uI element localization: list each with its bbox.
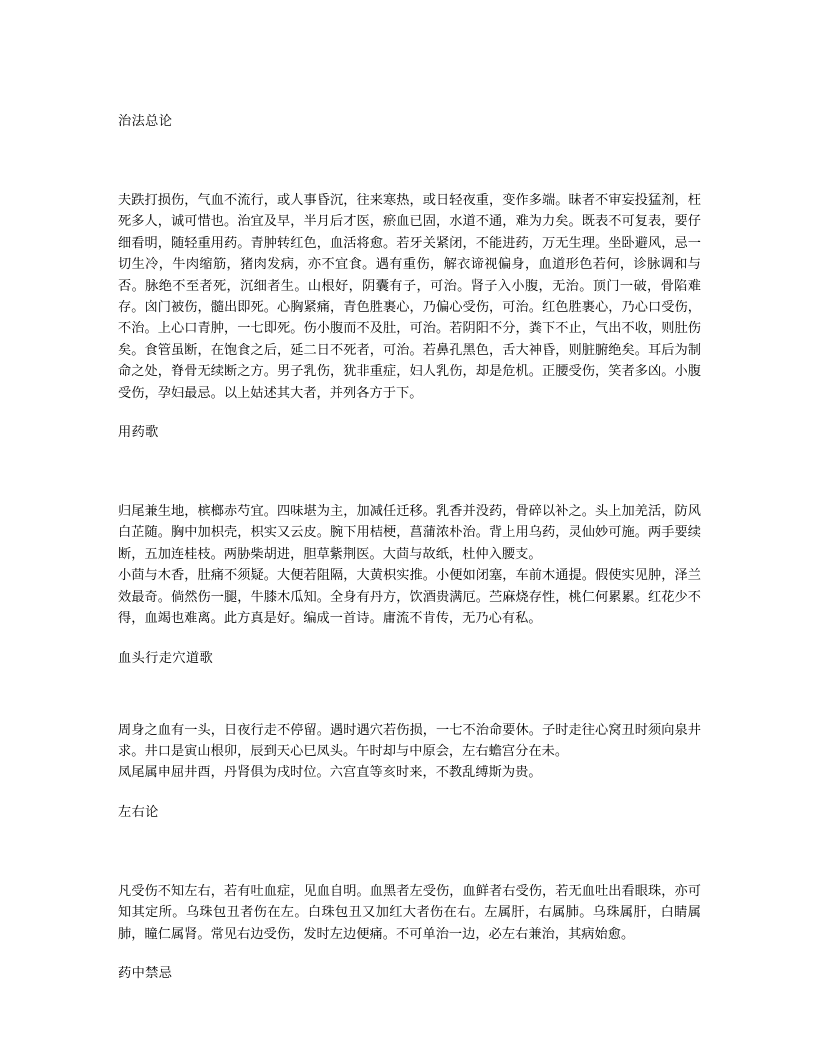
spacer: [118, 945, 701, 965]
spacer: [118, 404, 701, 424]
section-paragraph-zhifazonglun-1: 夫跌打损伤，气血不流行，或人事昏沉，往来寒热，或日轻夜重，变作多端。昧者不审妄投猛剂，枉死多人，诚可惜也。治宜及早，半月后才医，瘀血已固，水道不通，难为力矣。既表不可复表，要仔细看明，随轻重用药。青肿转红色，血活将愈。若牙关紧闭，不能进药，万无生理。坐卧避风，忌一切生冷，牛肉缩筋，猪肉发病，亦不宜食。遇有重伤，解衣谛视偏身，血道形色若何，诊脉调和与否。脉绝不至者死，沉细者生。山根好，阴囊有子，可治。肾子入小腹，无治。顶门一破，骨陷难存。囟门被伤，髓出即死。心胸紧痛，青色胜裹心，乃偏心受伤，可治。红色胜裹心，乃心口受伤，不治。上心口青肿，一七即死。伤小腹而不及肚，可治。若阴阳不分，粪下不止，气出不收，则肚伤矣。食管虽断，在饱食之后，延二日不死者，可治。若鼻孔黑色，舌大神昏，则脏腑绝矣。耳后为制命之处，脊骨无续断之方。男子乳伤，犹非重症，妇人乳伤，却是危机。正腰受伤，笑者多凶。小腹受伤，孕妇最忌。以上姑述其大者，并列各方于下。: [118, 193, 701, 401]
spacer: [118, 822, 701, 881]
spacer: [118, 784, 701, 804]
section-paragraph-xuetou-1: 周身之血有一头，日夜行走不停留。遇时遇穴若伤损，一七不治命要休。子时走往心窝丑时须向泉井求。井口是寅山根卯，辰到天心巳凤头。午时却与中原会，左右蟾宫分在未。: [118, 722, 701, 759]
spacer: [118, 630, 701, 650]
section-paragraph-yongyaoge-2: 小茴与木香，肚痛不须疑。大便若阻隔，大黄枳实推。小便如闭塞，车前木通提。假使实见肿，泽兰效最奇。倘然伤一腿，牛膝木瓜知。全身有丹方，饮酒贵满厄。苎麻烧存性，桃仁何累累。红花少不得，血竭也难离。此方真是好。编成一首诗。庸流不肯传，无乃心有私。: [118, 568, 701, 627]
section-heading-yongyaoge: 用药歌: [118, 425, 159, 441]
section-paragraph-yongyaoge-1: 归尾兼生地，槟榔赤芍宜。四味堪为主，加减任迁移。乳香并没药，骨碎以补之。头上加羌活，防风白芷随。胸中加枳壳，枳实又云皮。腕下用桔梗，菖蒲浓朴治。背上用乌药，灵仙妙可施。两手要续断，五加连桂枝。两胁柴胡进，胆草紫荆医。大茴与故纸，杜仲入腰支。: [118, 504, 701, 562]
document-content: [118, 113, 701, 983]
section-paragraph-zuoyoulun-1: 凡受伤不知左右，若有吐血症，见血自明。血黑者左受伤，血鲜者右受伤，若无血吐出看眼珠，亦可知其定所。乌珠包丑者伤在左。白珠包丑又加红大者伤在右。左属肝，右属肺。乌珠属肝，白睛属肺，瞳仁属肾。常见右边受伤，发时左边便痛。不可单治一边，必左右兼治，其病始愈。: [118, 883, 701, 942]
section-heading-yaozhongjinji: 药中禁忌: [118, 965, 173, 981]
section-heading-zhifazonglun: 治法总论: [118, 114, 173, 129]
section-heading-xuetouxingzouxuedaoge: 血头行走穴道歌: [118, 650, 214, 666]
spacer: [118, 668, 701, 720]
section-heading-zuoyoulun: 左右论: [118, 804, 159, 820]
spacer: [118, 442, 701, 501]
section-paragraph-xuetou-2: 凤尾属申屈井酉，丹肾俱为戌时位。六宫直等亥时来，不教乱缚斯为贵。: [118, 765, 542, 781]
spacer: [118, 131, 701, 190]
